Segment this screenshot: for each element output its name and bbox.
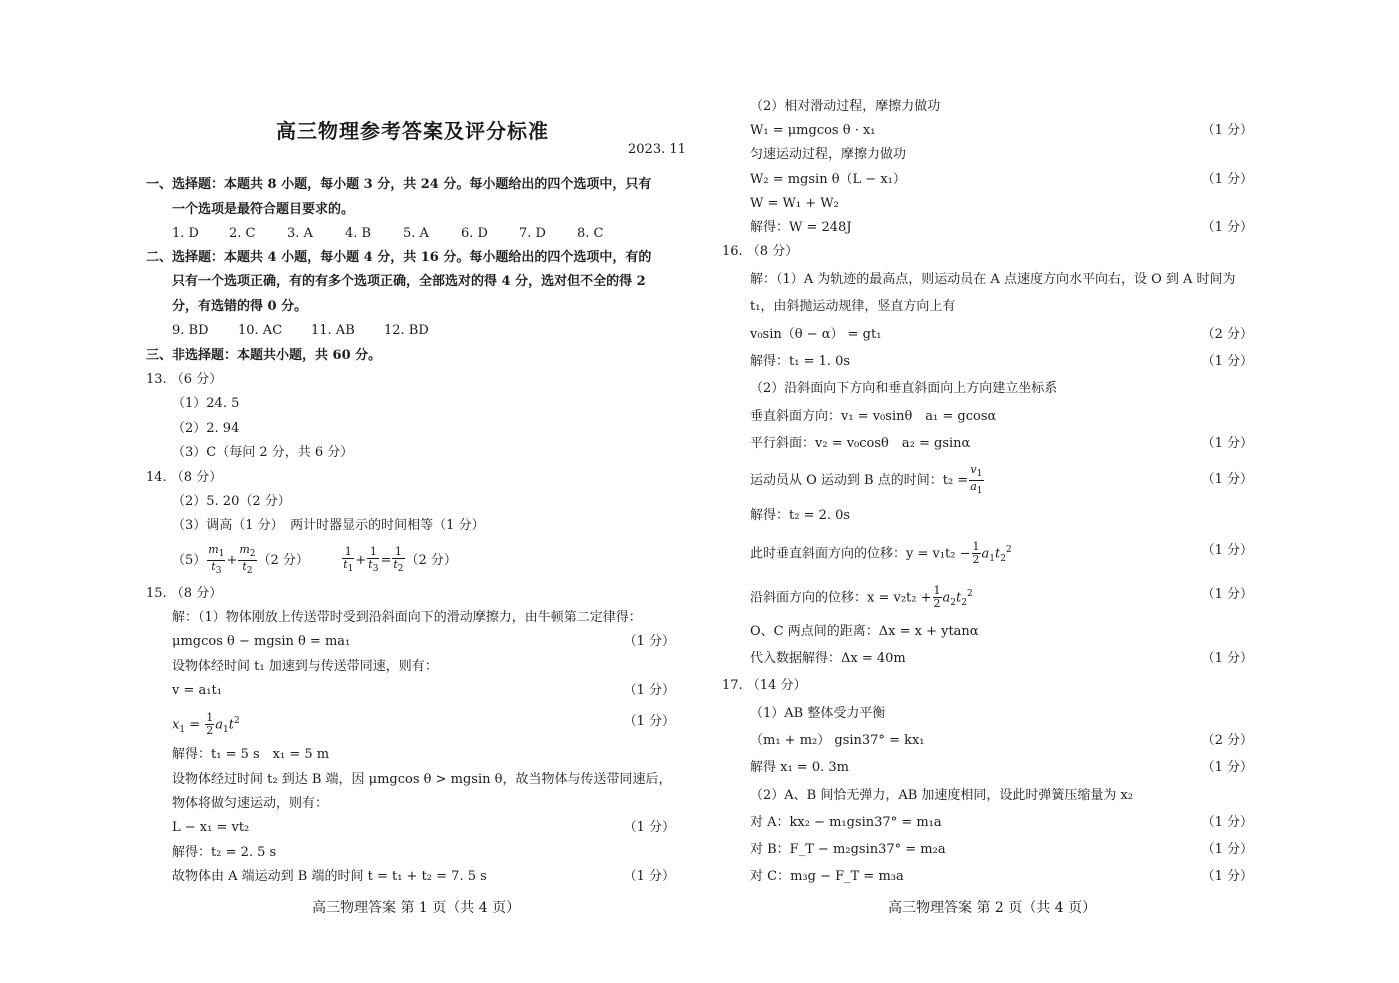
page-footer: 高三物理答案 第 1 页（共 4 页） <box>312 900 521 916</box>
score-label: （1 分） <box>1201 436 1253 451</box>
answer-item: 10. AC <box>238 323 283 338</box>
section-2-heading-cont: 只有一个选项正确，有的有多个选项正确，全部选对的得 4 分，选对但不全的得 2 <box>172 274 646 289</box>
answer-item: 7. D <box>519 226 546 241</box>
fraction: $\frac{1}{t_1}$ <box>343 545 354 575</box>
score-label: （1 分） <box>623 683 675 698</box>
q16-equation: 此时垂直斜面方向的位移：y = v₁t₂ − $\frac{1}{2}$ $a_1t_2^2$ <box>750 540 1012 567</box>
section-1-heading: 一、选择题：本题共 8 小题，每小题 3 分，共 24 分。每小题给出的四个选项中，只有 <box>146 177 652 192</box>
q15-equation: v = a₁t₁ <box>172 683 222 698</box>
q13-heading: 13. （6 分） <box>146 372 223 387</box>
q13-answer-2: （2）2. 94 <box>172 421 240 436</box>
score-label: （1 分） <box>1201 651 1253 666</box>
q17-line: （2）A、B 间恰无弹力，AB 加速度相同，设此时弹簧压缩量为 x₂ <box>750 788 1134 803</box>
q17-equation: （m₁ + m₂） gsin37° = kx₁ <box>750 733 925 748</box>
q16-line: 代入数据解得：Δx = 40m <box>750 651 906 666</box>
score-label: （1 分） <box>1201 869 1253 884</box>
score-label: （1 分） <box>1201 123 1253 138</box>
q17-line: 解得 x₁ = 0. 3m <box>750 760 849 775</box>
answer-item: 3. A <box>287 226 313 241</box>
q16-line: t₁，由斜抛运动规律，竖直方向上有 <box>750 299 956 314</box>
q14-answer-5: （5） $\frac{m_1}{t_3}$ + $\frac{m_2}{t_2}$ （2 分） $\frac{1}{t_1}$ + $\frac{1}{t_3}$ = $\frac{1}{t_2}$ （2 分） <box>172 543 457 577</box>
q17-equation: 对 C：m₃g − F_T = m₃a <box>750 869 904 884</box>
q16-equation: 沿斜面方向的位移：x = v₂t₂ + $\frac{1}{2}$ $a_2t_2^2$ <box>750 584 973 611</box>
q13-answer-1: （1）24. 5 <box>172 396 240 411</box>
q16-equation: v₀sin（θ − α） = gt₁ <box>750 327 882 342</box>
score-label: （2 分） <box>1201 327 1253 342</box>
section-2-answers <box>172 322 429 340</box>
q15-part-2-line: 解得：W = 248J <box>750 220 852 235</box>
q16-equation: 平行斜面：v₂ = v₀cosθ a₂ = gsinα <box>750 436 971 451</box>
q16-line: （2）沿斜面向下方向和垂直斜面向上方向建立坐标系 <box>750 381 1058 396</box>
section-1-heading-cont: 一个选项是最符合题目要求的。 <box>172 202 355 217</box>
q15-equation: μmgcos θ − mgsin θ = ma₁ <box>172 634 351 649</box>
q16-equation: 垂直斜面方向：v₁ = v₀sinθ a₁ = gcosα <box>750 409 997 424</box>
q16-line: 解得：t₂ = 2. 0s <box>750 508 851 523</box>
score-label: （1 分） <box>623 714 675 729</box>
fraction: $\frac{1}{2}$ <box>206 711 214 738</box>
score-label: （1 分） <box>1201 172 1253 187</box>
score-label: （1 分） <box>623 820 675 835</box>
date-label: 2023. 11 <box>628 142 686 157</box>
q16-equation-text: 沿斜面方向的位移：x = v₂t₂ + <box>750 590 932 606</box>
q15-line: 物体将做匀速运动，则有： <box>172 796 329 811</box>
q16-line: 解：（1）A 为轨迹的最高点，则运动员在 A 点速度方向水平向右，设 O 到 A 时间为 <box>750 272 1236 287</box>
q14-answer-5-score-1: （2 分） <box>257 553 309 569</box>
fraction: $\frac{v_1}{a_1}$ <box>970 463 983 497</box>
q17-line: （1）AB 整体受力平衡 <box>750 706 886 721</box>
fraction: $\frac{1}{2}$ <box>933 584 941 611</box>
q15-line: 解得：t₁ = 5 s x₁ = 5 m <box>172 747 330 762</box>
score-label: （1 分） <box>1201 543 1253 558</box>
score-label: （1 分） <box>623 869 675 884</box>
q15-part-2-equation: W₁ = μmgcos θ · x₁ <box>750 123 876 138</box>
q15-part-2-line: （2）相对滑动过程，摩擦力做功 <box>750 99 941 114</box>
answer-item: 12. BD <box>384 323 429 338</box>
q13-answer-3: （3）C（每问 2 分，共 6 分） <box>172 445 354 460</box>
q14-answer-5-score-2: （2 分） <box>405 553 457 569</box>
q15-equation: $x_1$ = $\frac{1}{2}$ $a_1t^2$ <box>172 711 240 738</box>
q16-line: 解得：t₁ = 1. 0s <box>750 354 851 369</box>
section-2-heading-cont: 分，有选错的得 0 分。 <box>172 299 308 314</box>
q16-equation <box>750 464 985 497</box>
section-3-heading: 三、非选择题：本题共小题，共 60 分。 <box>146 348 382 363</box>
q15-line: 设物体经时间 t₁ 加速到与传送带同速，则有： <box>172 659 438 674</box>
fraction: $\frac{m_1}{t_3}$ <box>208 543 225 577</box>
answer-item: 9. BD <box>172 323 209 338</box>
q17-equation: 对 A：kx₂ − m₁gsin37° = m₁a <box>750 815 942 830</box>
score-label: （2 分） <box>1201 733 1253 748</box>
score-label: （1 分） <box>1201 354 1253 369</box>
q16-equation-text: 此时垂直斜面方向的位移：y = v₁t₂ − <box>750 546 971 562</box>
q15-line: 设物体经过时间 t₂ 到达 B 端，因 μmgcos θ > mgsin θ，故当物体与传送带同速后， <box>172 772 672 787</box>
score-label: （1 分） <box>1201 842 1253 857</box>
fraction: $\frac{1}{t_2}$ <box>393 545 404 575</box>
score-label: （1 分） <box>1201 220 1253 235</box>
q14-heading: 14. （8 分） <box>146 470 223 485</box>
q17-equation: 对 B：F_T − m₂gsin37° = m₂a <box>750 842 946 857</box>
q14-answer-5-prefix: （5） <box>172 553 207 569</box>
fraction: $\frac{m_2}{t_2}$ <box>239 543 256 577</box>
q15-heading: 15. （8 分） <box>146 586 223 601</box>
q15-line: 解得：t₂ = 2. 5 s <box>172 845 277 860</box>
score-label: （1 分） <box>1201 587 1253 602</box>
score-label: （1 分） <box>623 634 675 649</box>
answer-item: 5. A <box>403 226 429 241</box>
q15-part-2-equation: W = W₁ + W₂ <box>750 196 839 211</box>
q17-heading: 17. （14 分） <box>722 678 807 693</box>
score-label: （1 分） <box>1201 815 1253 830</box>
answer-item: 11. AB <box>311 323 355 338</box>
q15-equation: L − x₁ = vt₂ <box>172 820 250 835</box>
fraction: $\frac{1}{2}$ <box>972 540 980 567</box>
section-1-answers <box>172 225 603 243</box>
q16-equation-text: 运动员从 O 运动到 B 点的时间：t₂ = <box>750 473 969 489</box>
section-2-heading: 二、选择题：本题共 4 小题，每小题 4 分，共 16 分。每小题给出的四个选项中，有的 <box>146 250 652 265</box>
answer-item: 6. D <box>461 226 488 241</box>
q15-part-2-equation: W₂ = mgsin θ（L − x₁） <box>750 172 906 187</box>
answer-item: 1. D <box>172 226 199 241</box>
answer-item: 4. B <box>345 226 372 241</box>
page-title: 高三物理参考答案及评分标准 <box>276 119 549 143</box>
answer-item: 8. C <box>577 226 604 241</box>
q14-answer-3: （3）调高（1 分） 两计时器显示的时间相等（1 分） <box>172 518 485 533</box>
answer-item: 2. C <box>229 226 256 241</box>
q14-answer-2: （2）5. 20（2 分） <box>172 494 291 509</box>
q16-heading: 16. （8 分） <box>722 244 799 259</box>
score-label: （1 分） <box>1201 760 1253 775</box>
q15-line: 解：（1）物体刚放上传送带时受到沿斜面向下的滑动摩擦力，由牛顿第二定律得： <box>172 610 642 625</box>
q15-part-2-line: 匀速运动过程，摩擦力做功 <box>750 147 907 162</box>
page-footer: 高三物理答案 第 2 页（共 4 页） <box>888 900 1097 916</box>
fraction: $\frac{1}{t_3}$ <box>368 545 379 575</box>
q16-line: O、C 两点间的距离：Δx = x + ytanα <box>750 624 979 639</box>
score-label: （1 分） <box>1201 472 1253 487</box>
q15-line: 故物体由 A 端运动到 B 端的时间 t = t₁ + t₂ = 7. 5 s <box>172 869 487 884</box>
